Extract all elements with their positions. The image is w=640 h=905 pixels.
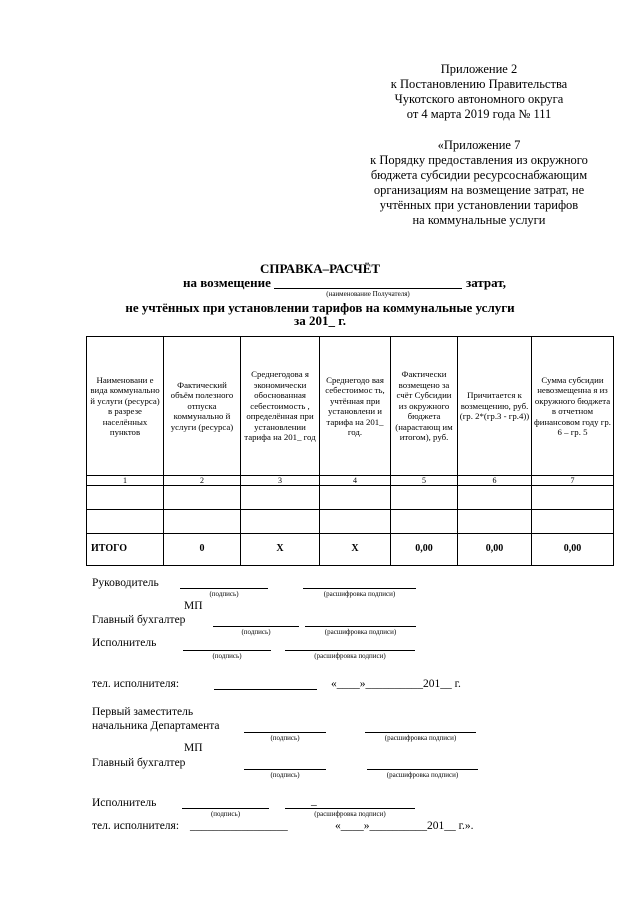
column-number: 4 bbox=[320, 476, 391, 486]
chief-accountant-label: Главный бухгалтер bbox=[92, 614, 186, 626]
calc-table bbox=[86, 336, 614, 566]
table-cell bbox=[164, 486, 241, 510]
title-suffix: затрат, bbox=[466, 275, 506, 290]
appendix-block bbox=[354, 62, 604, 122]
decode-line[interactable] bbox=[303, 588, 416, 589]
signature-line[interactable] bbox=[244, 732, 326, 733]
sign-caption: (подпись) bbox=[241, 628, 271, 636]
appendix-block-2 bbox=[344, 138, 614, 228]
executor-label: Исполнитель bbox=[92, 637, 157, 649]
table-number-row bbox=[87, 476, 614, 486]
head-label: Руководитель bbox=[92, 577, 159, 589]
total-cell: 0,00 bbox=[458, 534, 532, 566]
appendix-line: учтённых при установлении тарифов bbox=[379, 198, 579, 212]
title-line4: за 201_ г. bbox=[294, 313, 346, 328]
table-header-cell: Причитается к возмещению, руб. (гр. 2*(гр.3 - гр.4)) bbox=[458, 337, 532, 476]
sign-caption: (подпись) bbox=[209, 590, 239, 598]
title-prefix: на возмещение bbox=[183, 275, 271, 290]
decode-caption: (расшифровка подписи) bbox=[323, 590, 396, 598]
appendix-line: от 4 марта 2019 года № 111 bbox=[406, 107, 552, 121]
total-label: ИТОГО bbox=[87, 534, 164, 566]
appendix-line: «Приложение 7 bbox=[437, 138, 521, 152]
recipient-caption: (наименование Получателя) bbox=[326, 290, 410, 298]
table-header-cell: Наименовани е вида коммунально й услуги (ресурса) в разрезе населённых пунктов bbox=[87, 337, 164, 476]
decode-line[interactable] bbox=[285, 650, 415, 651]
column-number: 2 bbox=[164, 476, 241, 486]
total-cell: 0 bbox=[164, 534, 241, 566]
appendix-line: организациям на возмещение затрат, не bbox=[373, 183, 585, 197]
table-header-cell: Сумма субсидии невозмещенна я из окружного бюджета в отчетном финансовом году гр. 6 – гр. 5 bbox=[532, 337, 614, 476]
table-cell bbox=[391, 510, 458, 534]
column-number: 3 bbox=[241, 476, 320, 486]
table-cell bbox=[391, 486, 458, 510]
table-cell bbox=[241, 510, 320, 534]
decode-line[interactable] bbox=[365, 732, 476, 733]
sign-caption: (подпись) bbox=[270, 734, 300, 742]
signature-line[interactable] bbox=[182, 808, 269, 809]
recipient-blank bbox=[274, 288, 462, 289]
table-cell bbox=[458, 510, 532, 534]
signature-line[interactable] bbox=[180, 588, 268, 589]
date-field[interactable]: «____»__________201__ г.». bbox=[335, 820, 474, 832]
phone-label: тел. исполнителя: bbox=[92, 678, 180, 690]
phone-label: тел. исполнителя: bbox=[92, 820, 180, 832]
executor-label: Исполнитель bbox=[92, 797, 157, 809]
table-row bbox=[87, 486, 614, 510]
decode-line[interactable] bbox=[305, 626, 416, 627]
column-number: 6 bbox=[458, 476, 532, 486]
table-header-cell: Фактически возмещено за счёт Субсидии из окружного бюджета (нарастающ им итогом), руб. bbox=[391, 337, 458, 476]
table-cell bbox=[458, 486, 532, 510]
table-header-row bbox=[87, 337, 614, 476]
doc-title: СПРАВКА–РАСЧЁТ bbox=[259, 261, 381, 276]
table-header-cell: Среднегодо вая себестоимос ть, учтённая при установлени и тарифа на 201_ год. bbox=[320, 337, 391, 476]
stamp-place: МП bbox=[184, 600, 203, 612]
decode-caption: (расшифровка подписи) bbox=[386, 771, 459, 779]
sign-caption: (подпись) bbox=[270, 771, 300, 779]
chief-accountant-label: Главный бухгалтер bbox=[92, 757, 186, 769]
phone-blank[interactable] bbox=[214, 689, 317, 690]
table-cell bbox=[532, 486, 614, 510]
table-cell bbox=[532, 510, 614, 534]
signature-line[interactable] bbox=[244, 769, 326, 770]
sign-caption: (подпись) bbox=[212, 652, 242, 660]
first-deputy-label: Первый заместитель bbox=[92, 706, 194, 718]
title-line3: не учтённых при установлении тарифов на коммунальные услуги bbox=[125, 300, 515, 315]
appendix-line: Приложение 2 bbox=[440, 62, 518, 76]
column-number: 7 bbox=[532, 476, 614, 486]
stamp-place: МП bbox=[184, 742, 203, 754]
table-cell bbox=[87, 486, 164, 510]
decode-caption: (расшифровка подписи) bbox=[324, 628, 397, 636]
phone-blank[interactable]: _________________ bbox=[190, 820, 288, 832]
sign-caption: (подпись) bbox=[210, 810, 241, 818]
column-number: 1 bbox=[87, 476, 164, 486]
table-header-cell: Фактический объём полезного отпуска коммунально й услуги (ресурса) bbox=[164, 337, 241, 476]
table-header-cell: Среднегодова я экономически обоснованная себестоимость , определённая при установлении тарифа на 201_ год bbox=[241, 337, 320, 476]
decode-line[interactable] bbox=[285, 808, 415, 809]
appendix-line: к Порядку предоставления из окружного bbox=[370, 153, 588, 167]
total-cell: 0,00 bbox=[391, 534, 458, 566]
appendix-line: Чукотского автономного округа bbox=[394, 92, 564, 106]
first-deputy-label-2: начальника Департамента bbox=[92, 720, 220, 732]
table-cell bbox=[164, 510, 241, 534]
column-number: 5 bbox=[391, 476, 458, 486]
table-total-row bbox=[87, 534, 614, 566]
signature-line[interactable] bbox=[213, 626, 299, 627]
total-cell: 0,00 bbox=[532, 534, 614, 566]
table-cell bbox=[87, 510, 164, 534]
signature-line[interactable] bbox=[183, 650, 271, 651]
total-cell: X bbox=[320, 534, 391, 566]
table-cell bbox=[320, 486, 391, 510]
total-cell: X bbox=[241, 534, 320, 566]
underscore-mark: _ bbox=[311, 795, 317, 807]
table-row bbox=[87, 510, 614, 534]
table-cell bbox=[241, 486, 320, 510]
table-cell bbox=[320, 510, 391, 534]
appendix-line: к Постановлению Правительства bbox=[390, 77, 568, 91]
decode-caption: (расшифровка подписи) bbox=[314, 810, 386, 818]
decode-caption: (расшифровка подписи) bbox=[314, 652, 386, 660]
decode-line[interactable] bbox=[367, 769, 478, 770]
appendix-line: на коммунальные услуги bbox=[412, 213, 546, 227]
decode-caption: (расшифровка подписи) bbox=[384, 734, 457, 742]
appendix-line: бюджета субсидии ресурсоснабжающим bbox=[370, 168, 588, 182]
date-field[interactable]: «____»__________201__ г. bbox=[331, 678, 461, 690]
